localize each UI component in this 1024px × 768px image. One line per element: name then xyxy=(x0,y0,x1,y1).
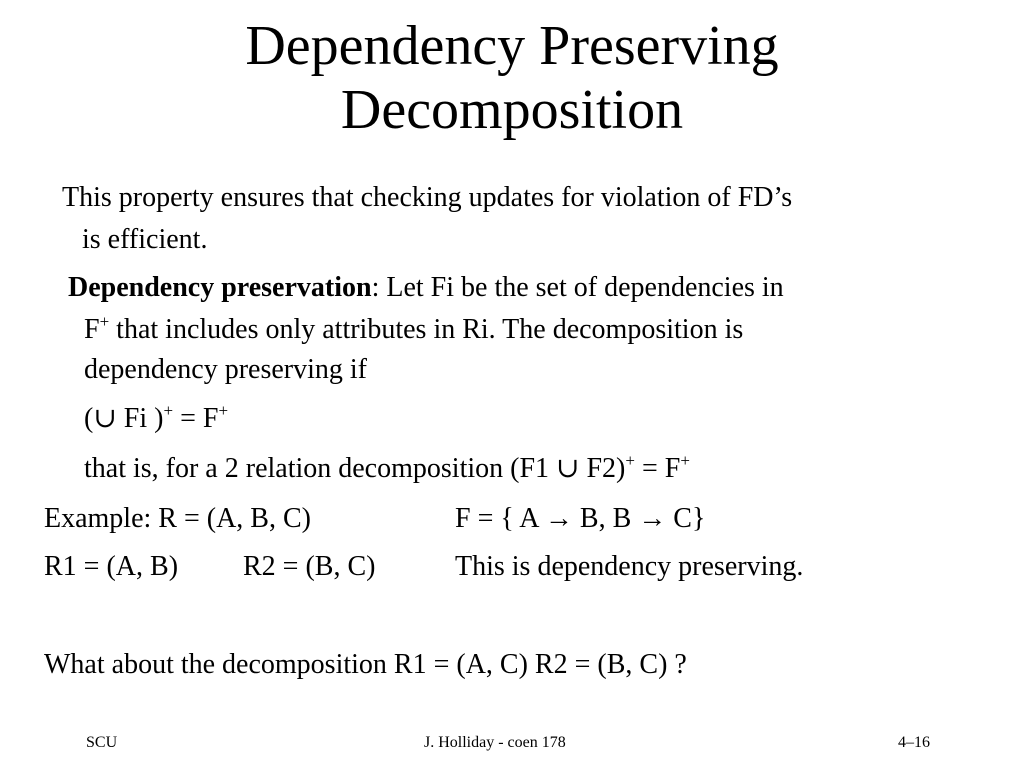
formula-union: (∪ Fi ) xyxy=(84,403,164,434)
para2-line2-text: that includes only attributes in Ri. The decomposition is xyxy=(109,314,744,345)
f-symbol: F xyxy=(84,314,100,345)
r1-relation: R1 = (A, B) xyxy=(44,551,179,582)
plus-superscript: + xyxy=(680,451,690,470)
thatis-line xyxy=(84,452,690,489)
plus-superscript: + xyxy=(99,312,110,331)
r2-relation: R2 = (B, C) xyxy=(243,551,376,582)
plus-superscript: + xyxy=(218,401,229,420)
example-fds: F = { A → B, B → C} xyxy=(455,503,706,534)
para2-line1-text: : Let Fi be the set of dependencies in xyxy=(371,272,784,303)
plus-superscript: + xyxy=(163,401,174,420)
plus-superscript: + xyxy=(625,451,635,470)
formula-line xyxy=(84,402,228,439)
thatis-equals: = F xyxy=(634,453,681,484)
footer-center: J. Holliday - coen 178 xyxy=(424,734,566,751)
para1-line2: is efficient. xyxy=(82,224,208,255)
title-line-2: Decomposition xyxy=(340,79,684,141)
title-line-1: Dependency Preserving xyxy=(245,15,779,77)
footer-page-number: 4–16 xyxy=(898,734,930,751)
para2-line2 xyxy=(84,313,743,350)
formula-equals: = F xyxy=(173,403,219,434)
question-line: What about the decomposition R1 = (A, C) R2 = (B, C) ? xyxy=(44,649,687,680)
dependency-preservation-term: Dependency preservation xyxy=(68,272,372,303)
thatis-text: that is, for a 2 relation decomposition (F1 ∪ F2) xyxy=(84,453,626,484)
footer-left: SCU xyxy=(86,734,118,751)
slide-title xyxy=(0,14,1024,142)
example-schema: Example: R = (A, B, C) xyxy=(44,503,311,534)
para2-line1 xyxy=(68,271,784,305)
para1-line1: This property ensures that checking updates for violation of FD’s xyxy=(62,182,793,213)
preserving-statement: This is dependency preserving. xyxy=(455,551,804,582)
para2-line3: dependency preserving if xyxy=(84,354,367,385)
